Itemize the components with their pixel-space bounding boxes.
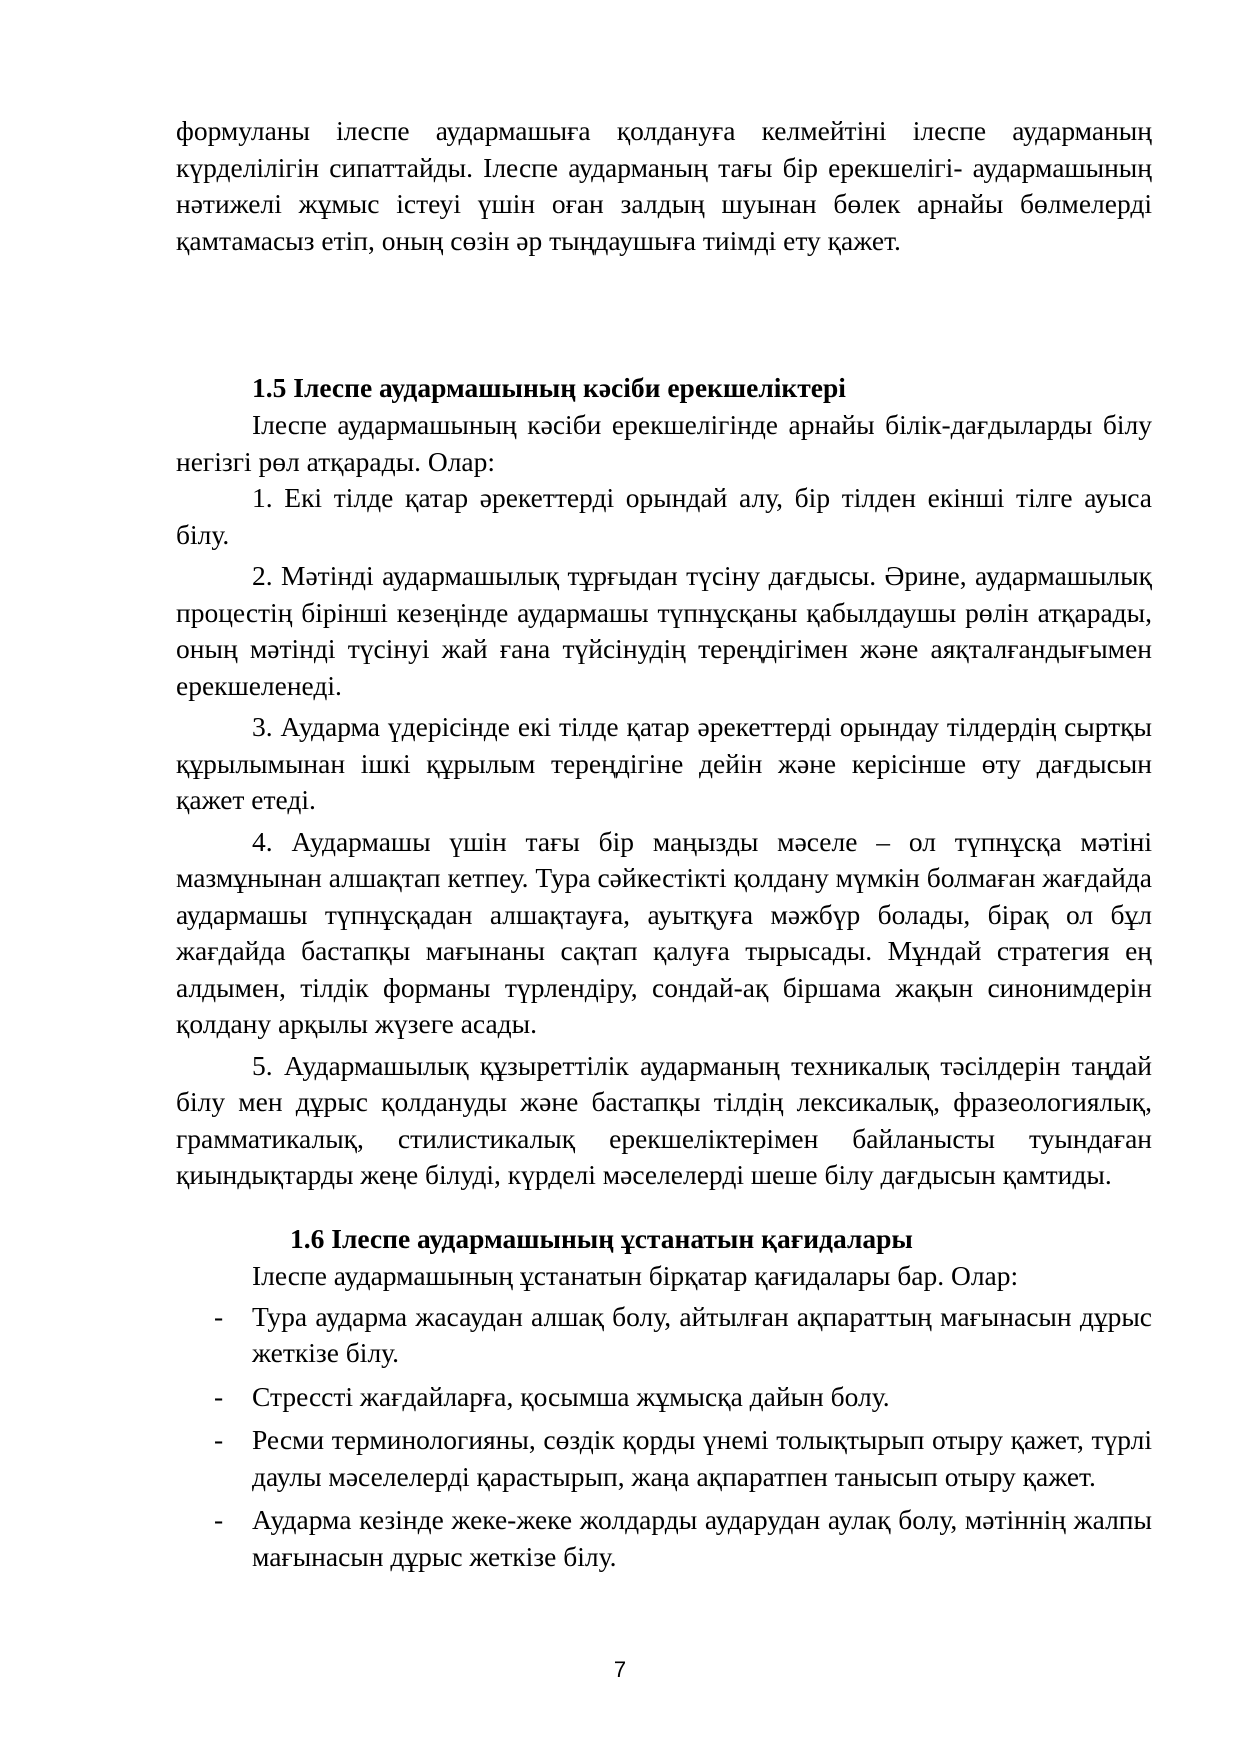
list-item: 4. Аудармашы үшін тағы бір маңызды мәселе – ол түпнұсқа мәтіні мазмұнынан алшақтап кетпеу. Тура сәйкестікті қолдану мүмкін болмаған жағдайда аудармашы түпнұсқадан алшақтауға, ауытқуға мәжбүр болады, бірақ ол бұл жағдайда бастапқы мағынаны сақтап қалуға тырысады. Мұндай стратегия ең алдымен, тілдік форманы түрлендіру, сондай-ақ біршама жақын синонимдерін қолдану арқылы жүзеге асады. <box>176 825 1152 1039</box>
section-1-5-body <box>176 407 1152 1199</box>
intro-paragraph: формуланы ілеспе аудармашыға қолдануға келмейтіні ілеспе аударманың күрделілігін сипаттайды. Ілеспе аударманың тағы бір ерекшелігі- аудармашының нәтижелі жұмыс істеуі үшін оған залдың шуынан бөлек арнайы бөлмелерді қамтамасыз етіп, оның сөзін әр тыңдаушыға тиімді ету қажет. <box>176 115 1152 256</box>
section-1-6-lead: Ілеспе аудармашының ұстанатын бірқатар қағидалары бар. Олар: <box>252 1260 1019 1291</box>
dash-marker: - <box>214 1504 224 1535</box>
list-item <box>176 1422 1152 1495</box>
list-item: 2. Мәтінді аудармашылық тұрғыдан түсіну дағдысы. Әрине, аудармашылық процестің бірінші кезеңінде аудармашы түпнұсқаны қабылдаушы рөлін атқарады, оның мәтінді түсінуі жай ғана түйсінудің тереңдігімен және аяқталғандығымен ерекшеленеді. <box>176 560 1152 701</box>
list-item <box>176 1379 1152 1416</box>
list-item-text: Тура аударма жасаудан алшақ болу, айтылған ақпараттың мағынасын дұрыс жеткізе білу. <box>252 1300 1152 1368</box>
principles-list <box>176 1299 1152 1576</box>
dash-marker: - <box>214 1300 224 1332</box>
list-item <box>176 1502 1152 1575</box>
list-item: 1. Екі тілде қатар әрекеттерді орындай алу, бір тілден екінші тілге ауыса білу. <box>176 482 1152 550</box>
section-1-6-body <box>176 1258 1152 1582</box>
section-1-5-lead: Ілеспе аудармашының кәсіби ерекшелігінде арнайы білік-дағдыларды білу негізгі рөл атқарады. Олар: <box>176 409 1152 477</box>
section-heading-1-5: 1.5 Ілеспе аудармашының кәсіби ерекшеліктері <box>252 372 846 403</box>
list-item-text: Стрессті жағдайларға, қосымша жұмысқа дайын болу. <box>252 1380 890 1412</box>
page-content <box>176 113 1152 1572</box>
list-item: 3. Аударма үдерісінде екі тілде қатар әрекеттерді орындау тілдердің сыртқы құрылымынан ішкі құрылым тереңдігіне дейін және керісінше өту дағдысын қажет етеді. <box>176 711 1152 815</box>
dash-marker: - <box>214 1424 224 1455</box>
list-item-text: Ресми терминологияны, сөздік қорды үнемі толықтырып отыру қажет, түрлі даулы мәселелерді қарастырып, жаңа ақпаратпен танысып отыру қажет. <box>252 1424 1152 1492</box>
list-item: 5. Аудармашылық құзыреттілік аударманың техникалық тәсілдерін таңдай білу мен дұрыс қолдануды және бастапқы тілдің лексикалық, фразеологиялық, грамматикалық, стилистикалық ерекшеліктерімен байланысты туындаған қиындықтарды жеңе білуді, күрделі мәселелерді шеше білу дағдысын қамтиды. <box>176 1049 1152 1190</box>
list-item <box>176 1299 1152 1372</box>
list-item-text: Аударма кезінде жеке-жеке жолдарды аударудан аулақ болу, мәтіннің жалпы мағынасын дұрыс жеткізе білу. <box>252 1504 1152 1572</box>
section-heading-1-6: 1.6 Ілеспе аудармашының ұстанатын қағидалары <box>290 1223 913 1254</box>
page-number: 7 <box>613 1657 627 1682</box>
dash-marker: - <box>214 1380 224 1412</box>
